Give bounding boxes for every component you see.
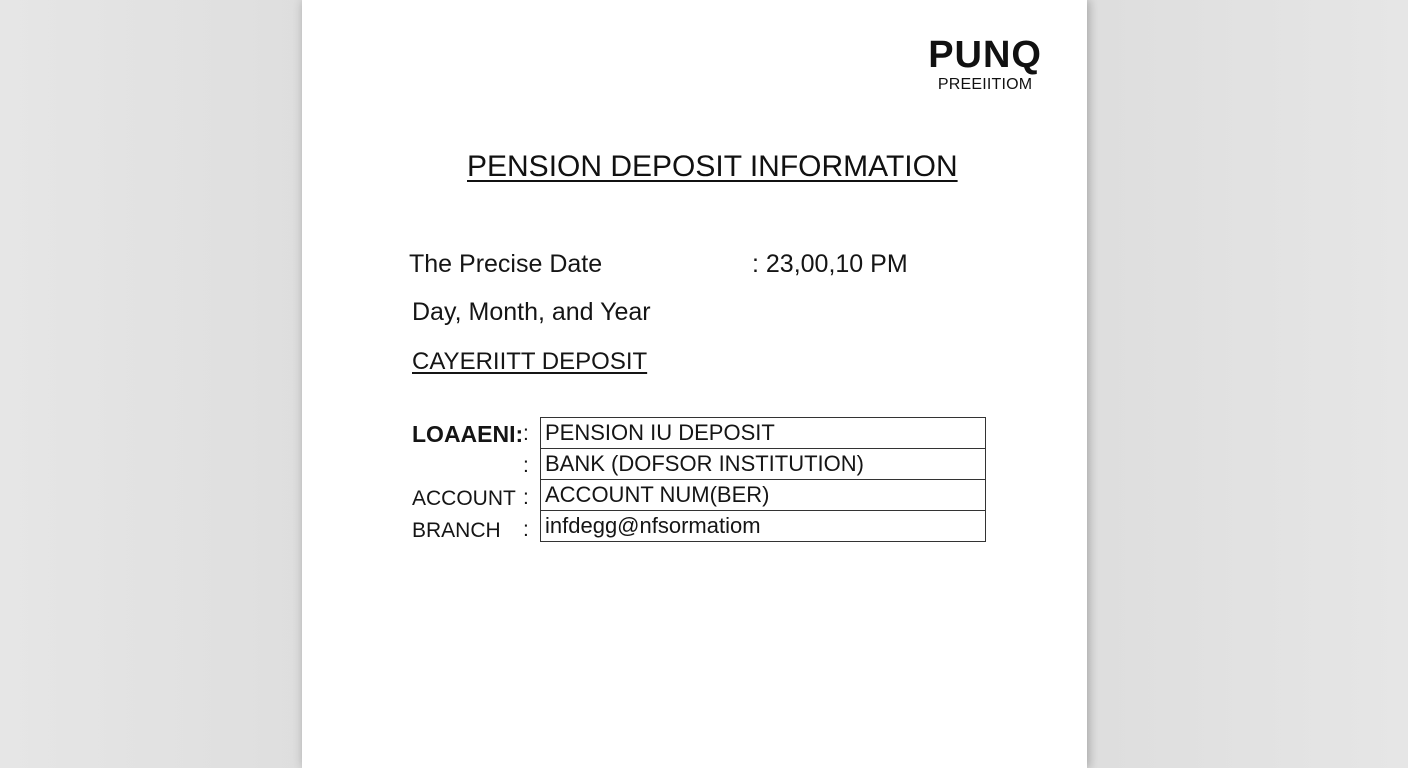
date-format-label: Day, Month, and Year: [412, 298, 651, 326]
row-label-account: ACCOUNT: [412, 487, 516, 510]
document-page: [302, 0, 1087, 768]
row-colon: :: [523, 422, 529, 445]
row-colon: :: [523, 486, 529, 509]
row-colon: :: [523, 454, 529, 477]
company-logo: [928, 36, 1042, 94]
deposit-details-box: [540, 417, 986, 542]
row-colon: :: [523, 518, 529, 541]
logo-wordmark: PUNQ: [928, 34, 1042, 76]
detail-cell-deposit: PENSION IU DEPOSIT: [541, 418, 985, 449]
section-heading: CAYERIITT DEPOSIT: [412, 348, 648, 375]
row-label-branch: BRANCH: [412, 519, 501, 542]
date-value: : 23,00,10 PM: [752, 250, 908, 278]
document-title: PENSION DEPOSIT INFORMATION: [467, 150, 958, 183]
detail-cell-email: infdegg@nfsormatiom: [545, 513, 761, 538]
row-label-loan: LOAAENI:: [412, 421, 524, 447]
detail-cell-bank: BANK (DOFSOR INSTITUTION): [541, 449, 985, 480]
logo-subtitle: PREEIITIOM: [937, 76, 1033, 93]
date-label: The Precise Date: [409, 250, 603, 278]
detail-cell-account-number: ACCOUNT NUM(BER): [541, 480, 985, 511]
